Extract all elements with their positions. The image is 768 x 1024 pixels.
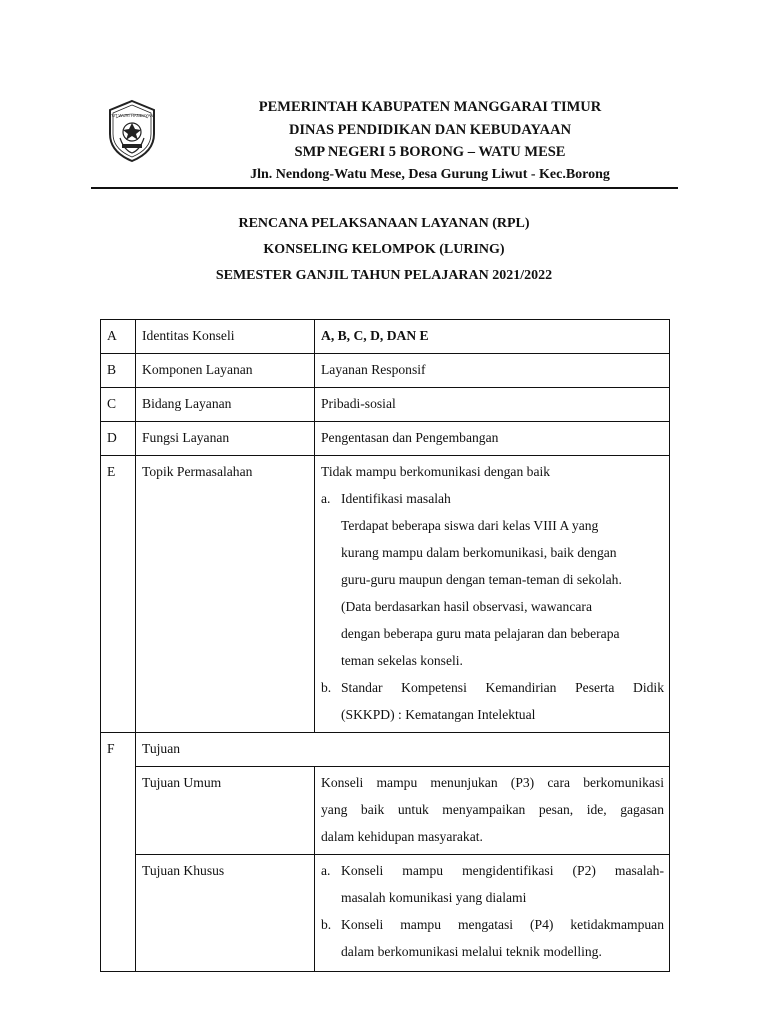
title-line-2: KONSELING KELOMPOK (LURING): [263, 242, 505, 257]
row-code: F: [101, 733, 136, 972]
row-value: Layanan Responsif: [315, 354, 670, 388]
row-label: Bidang Layanan: [136, 388, 315, 422]
table-row-c: [101, 388, 670, 422]
table-row-d: [101, 422, 670, 456]
row-value: [315, 456, 670, 733]
text-line: Terdapat beberapa siswa dari kelas VIII A yang: [341, 518, 599, 533]
letterhead-department: DINAS PENDIDIKAN DAN KEBUDAYAAN: [288, 121, 572, 138]
row-code: B: [101, 354, 136, 388]
table-row-f: [101, 733, 670, 767]
row-label: Identitas Konseli: [136, 320, 315, 354]
rpl-table: [100, 319, 670, 972]
row-code: E: [101, 456, 136, 733]
table-row-a: [101, 320, 670, 354]
document-title: [100, 211, 668, 289]
row-value: Pribadi-sosial: [315, 388, 670, 422]
problem-description: [321, 512, 664, 674]
list-item: [321, 857, 664, 884]
text-line: dalam berkomunikasi melalui teknik modelling.: [341, 944, 602, 959]
row-label: Tujuan: [136, 733, 670, 767]
letterhead: [180, 96, 680, 186]
row-value: [315, 767, 670, 855]
row-label: Komponen Layanan: [136, 354, 315, 388]
text-line: Konseli mampu mengatasi (P4) ketidakmampuan: [341, 917, 664, 932]
row-code: C: [101, 388, 136, 422]
letterhead-school: SMP NEGERI 5 BORONG – WATU MESE: [294, 144, 566, 160]
text-line: guru-guru maupun dengan teman-teman di sekolah.: [341, 572, 622, 587]
text-line: yang baik untuk menyampaikan pesan, ide, gagasan: [321, 802, 664, 817]
table-row-tujuan-khusus: [101, 855, 670, 972]
text-line: (Data berdasarkan hasil observasi, wawancara: [341, 599, 592, 614]
title-line-1: RENCANA PELAKSANAAN LAYANAN (RPL): [238, 216, 530, 231]
letterhead-address: Jln. Nendong-Watu Mese, Desa Gurung Liwut - Kec.Borong: [250, 166, 610, 182]
text-line: dalam kehidupan masyarakat.: [321, 829, 483, 844]
row-value: A, B, C, D, DAN E: [315, 320, 670, 354]
list-marker: a.: [321, 491, 331, 506]
table-row-e: [101, 456, 670, 733]
list-marker: b.: [321, 680, 332, 695]
text-line: (SKKPD) : Kematangan Intelektual: [341, 707, 536, 722]
row-label: Fungsi Layanan: [136, 422, 315, 456]
table-row-b: [101, 354, 670, 388]
list-marker: a.: [321, 863, 331, 878]
row-value: [315, 855, 670, 972]
row-label: Topik Permasalahan: [136, 456, 315, 733]
topic-summary: Tidak mampu berkomunikasi dengan baik: [321, 464, 551, 479]
list-item: [321, 485, 664, 512]
title-line-3: SEMESTER GANJIL TAHUN PELAJARAN 2021/2022: [215, 268, 553, 283]
list-item-title: Identifikasi masalah: [341, 491, 451, 506]
table-row-tujuan-umum: [101, 767, 670, 855]
svg-text:TUT WURI HANDAYANI: TUT WURI HANDAYANI: [109, 113, 155, 118]
text-line: kurang mampu dalam berkomunikasi, baik dengan: [341, 545, 617, 560]
list-item: [321, 674, 664, 701]
text-line: dengan beberapa guru mata pelajaran dan beberapa: [341, 626, 620, 641]
row-label: Tujuan Khusus: [136, 855, 315, 972]
list-marker: b.: [321, 917, 332, 932]
text-line: masalah komunikasi yang dialami: [341, 890, 527, 905]
text-line: Konseli mampu mengidentifikasi (P2) masalah-: [341, 863, 664, 878]
row-value: Pengentasan dan Pengembangan: [315, 422, 670, 456]
text-line: teman sekelas konseli.: [341, 653, 463, 668]
tut-wuri-handayani-logo: [104, 98, 160, 164]
row-label: Tujuan Umum: [136, 767, 315, 855]
row-code: A: [101, 320, 136, 354]
letterhead-divider: [91, 187, 678, 189]
text-line: Standar Kompetensi Kemandirian Peserta Didik: [341, 680, 664, 695]
letterhead-government: PEMERINTAH KABUPATEN MANGGARAI TIMUR: [258, 99, 602, 115]
text-line: Konseli mampu menunjukan (P3) cara berkomunikasi: [321, 775, 664, 790]
list-item: [321, 911, 664, 938]
row-code: D: [101, 422, 136, 456]
